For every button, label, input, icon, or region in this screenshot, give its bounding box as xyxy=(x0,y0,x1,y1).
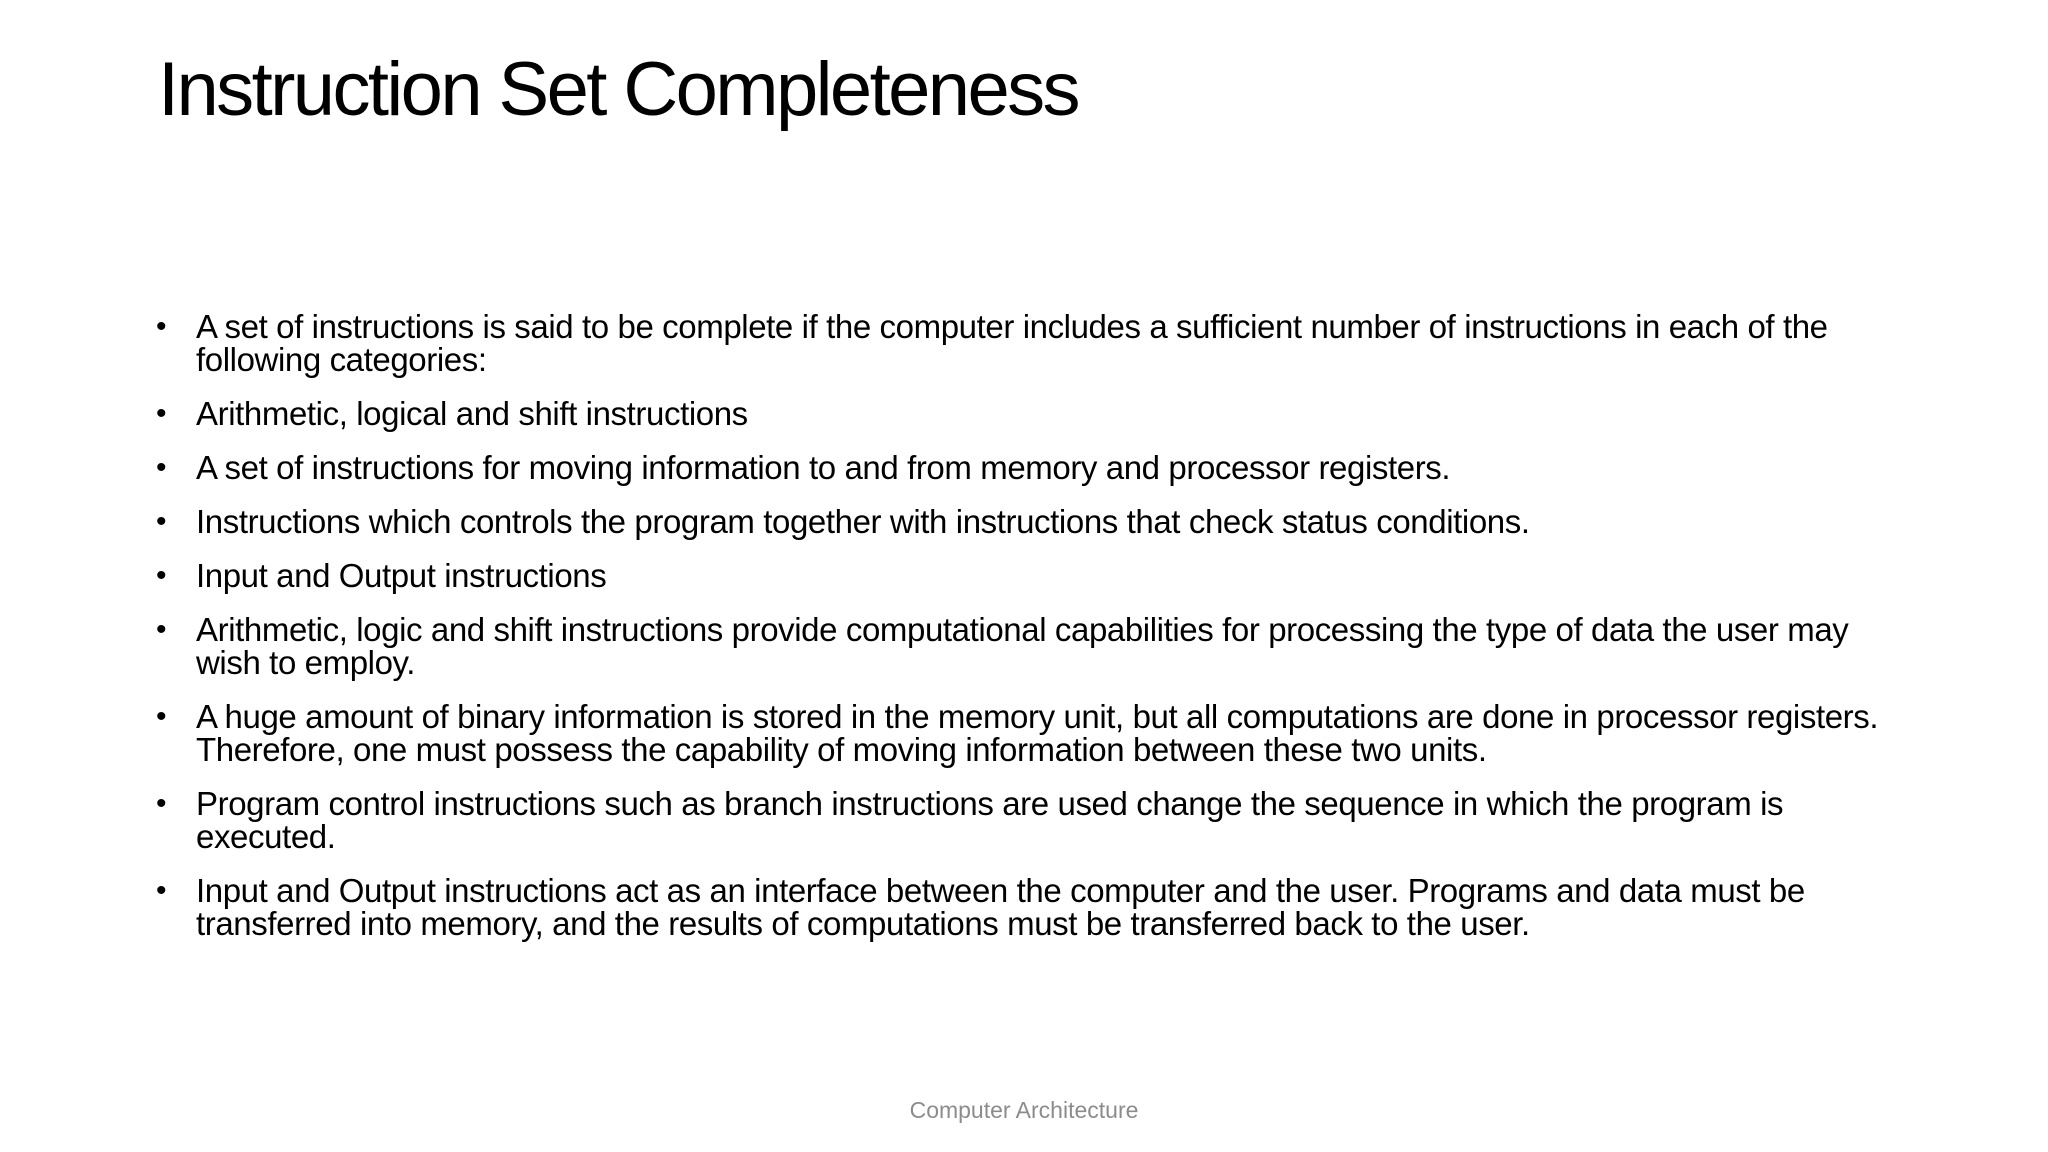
bullet-icon: • xyxy=(156,451,167,484)
bullet-text: A set of instructions is said to be complete if the computer includes a sufficient number of instructions in each of the following categories: xyxy=(196,308,1828,378)
bullet-text: Input and Output instructions xyxy=(196,557,607,594)
slide-footer: Computer Architecture xyxy=(909,1097,1139,1123)
bullet-text: Input and Output instructions act as an interface between the computer and the user. Programs and data must be transferred into memory, and the results of computations must be transferred back to the user. xyxy=(196,872,1805,942)
bullet-icon: • xyxy=(156,559,167,592)
bullet-item xyxy=(156,700,1916,766)
bullet-icon: • xyxy=(156,874,167,907)
bullet-item xyxy=(156,559,1916,592)
bullet-text: Arithmetic, logical and shift instructions xyxy=(196,395,748,432)
bullet-item xyxy=(156,451,1916,484)
bullet-item xyxy=(156,505,1916,538)
bullet-text: Program control instructions such as branch instructions are used change the sequence in which the program is executed. xyxy=(196,785,1784,855)
bullet-icon: • xyxy=(156,505,167,538)
bullet-item xyxy=(156,787,1916,853)
bullet-text: Arithmetic, logic and shift instructions provide computational capabilities for processing the type of data the user may wish to employ. xyxy=(196,611,1849,681)
bullet-icon: • xyxy=(156,613,167,646)
bullet-item xyxy=(156,397,1916,430)
bullet-icon: • xyxy=(156,397,167,430)
bullet-list xyxy=(156,310,1916,961)
bullet-item xyxy=(156,310,1916,376)
bullet-text: A set of instructions for moving information to and from memory and processor registers. xyxy=(196,449,1451,486)
bullet-icon: • xyxy=(156,310,167,343)
bullet-item xyxy=(156,874,1916,940)
bullet-icon: • xyxy=(156,787,167,820)
bullet-text: A huge amount of binary information is stored in the memory unit, but all computations are done in processor registers. Therefore, one must possess the capability of moving information between these two units. xyxy=(196,698,1879,768)
bullet-icon: • xyxy=(156,700,167,733)
bullet-text: Instructions which controls the program together with instructions that check status conditions. xyxy=(196,503,1530,540)
bullet-item xyxy=(156,613,1916,679)
slide-title: Instruction Set Completeness xyxy=(158,47,1078,132)
